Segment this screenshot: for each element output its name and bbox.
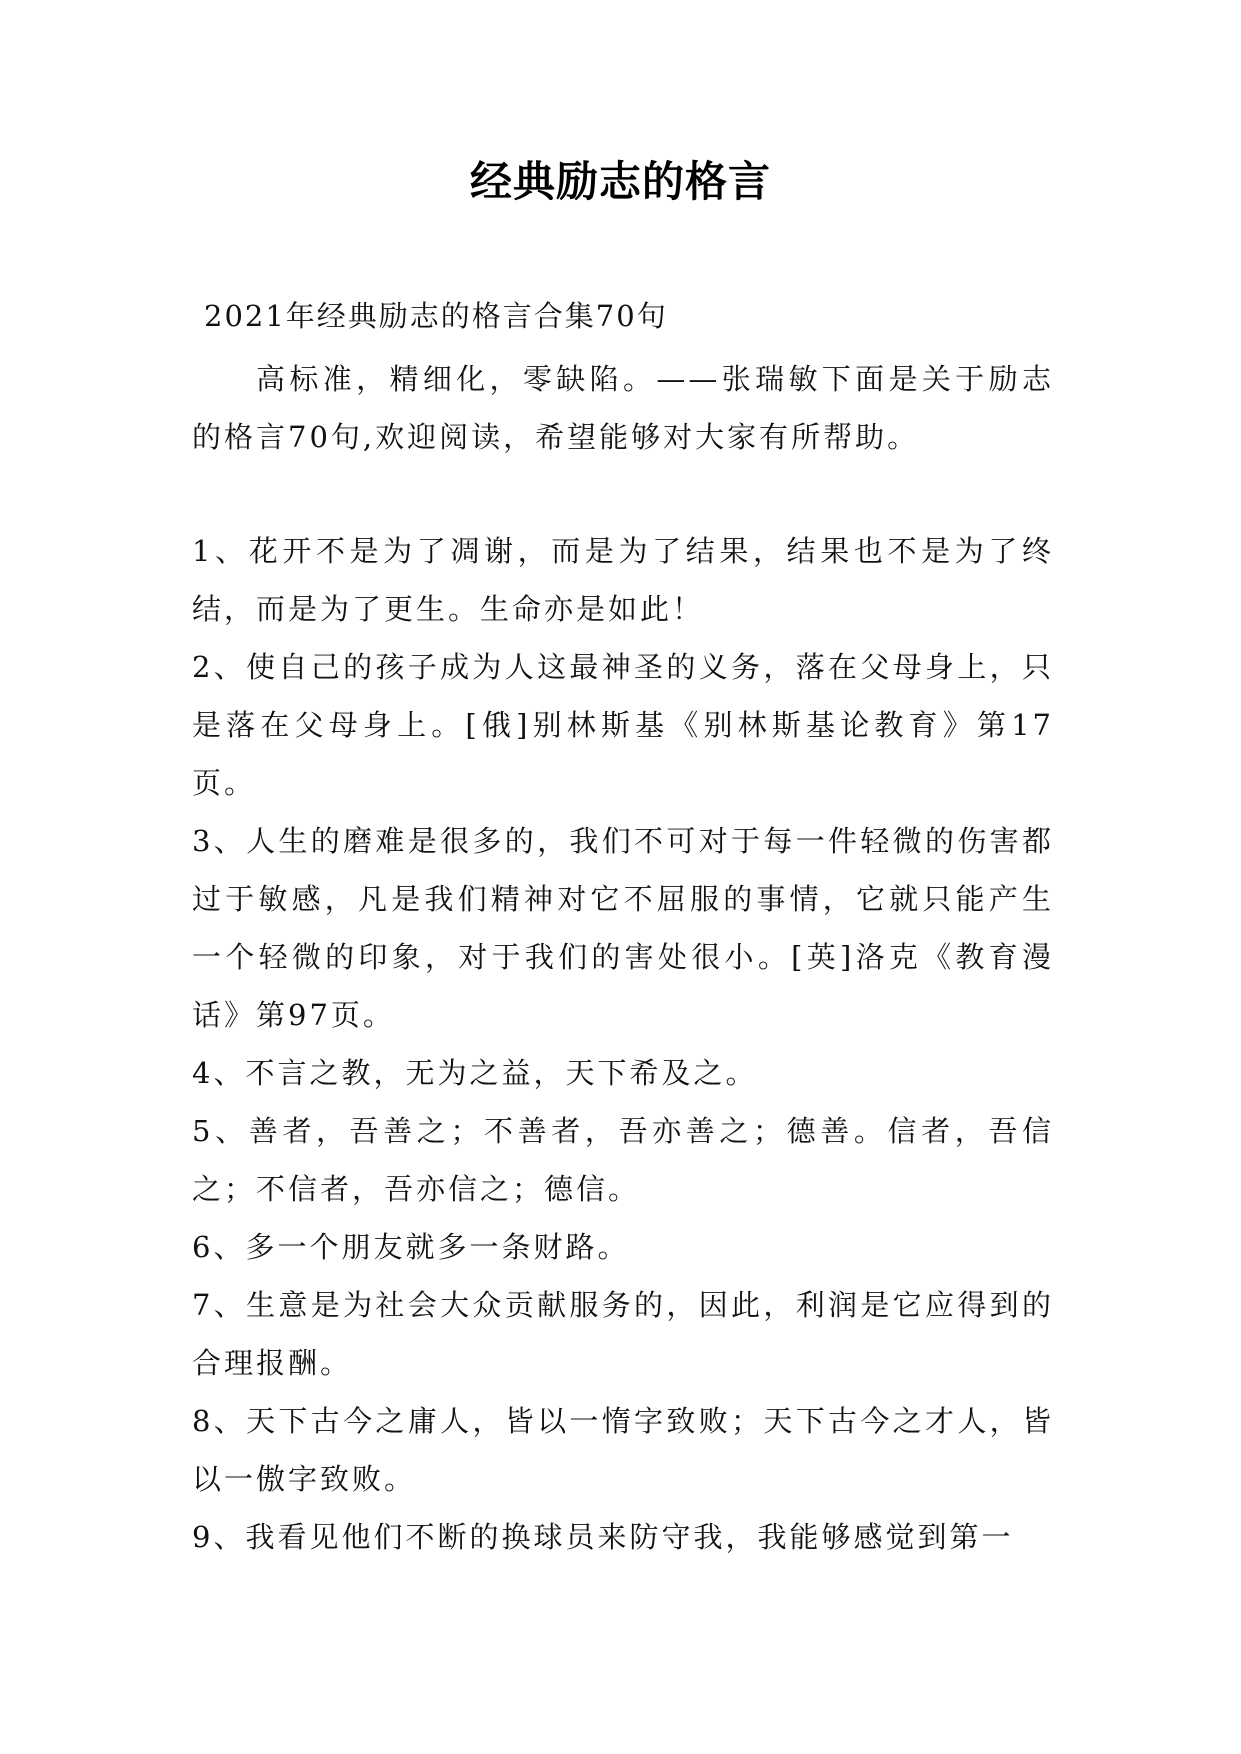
quote-item-3: 3、人生的磨难是很多的，我们不可对于每一件轻微的伤害都过于敏感，凡是我们精神对它不屈服的事情，它就只能产生一个轻微的印象，对于我们的害处很小。[英]洛克《教育漫话》第97页。 bbox=[192, 824, 1054, 1032]
quote-list bbox=[192, 522, 1054, 1566]
quote-item-9: 9、我看见他们不断的换球员来防守我，我能够感觉到第一 bbox=[192, 1520, 1014, 1554]
quote-item-4: 4、不言之教，无为之益，天下希及之。 bbox=[192, 1056, 758, 1090]
quote-item-8: 8、天下古今之庸人，皆以一惰字致败；天下古今之才人，皆以一傲字致败。 bbox=[192, 1404, 1054, 1496]
quote-item-5: 5、善者，吾善之；不善者，吾亦善之；德善。信者，吾信之；不信者，吾亦信之；德信。 bbox=[192, 1114, 1054, 1206]
quote-item-1: 1、花开不是为了凋谢，而是为了结果，结果也不是为了终结，而是为了更生。生命亦是如此！ bbox=[192, 534, 1054, 626]
quote-item-2: 2、使自己的孩子成为人这最神圣的义务，落在父母身上，只是落在父母身上。[俄]别林斯基《别林斯基论教育》第17页。 bbox=[192, 650, 1054, 800]
document-subtitle: 2021年经典励志的格言合集70句 bbox=[204, 299, 668, 333]
quote-item-7: 7、生意是为社会大众贡献服务的，因此，利润是它应得到的合理报酬。 bbox=[192, 1288, 1054, 1380]
document-title: 经典励志的格言 bbox=[469, 157, 771, 206]
intro-paragraph: 高标准，精细化，零缺陷。——张瑞敏下面是关于励志的格言70句,欢迎阅读，希望能够对大家有所帮助。 bbox=[192, 362, 1054, 454]
quote-item-6: 6、多一个朋友就多一条财路。 bbox=[192, 1230, 630, 1264]
